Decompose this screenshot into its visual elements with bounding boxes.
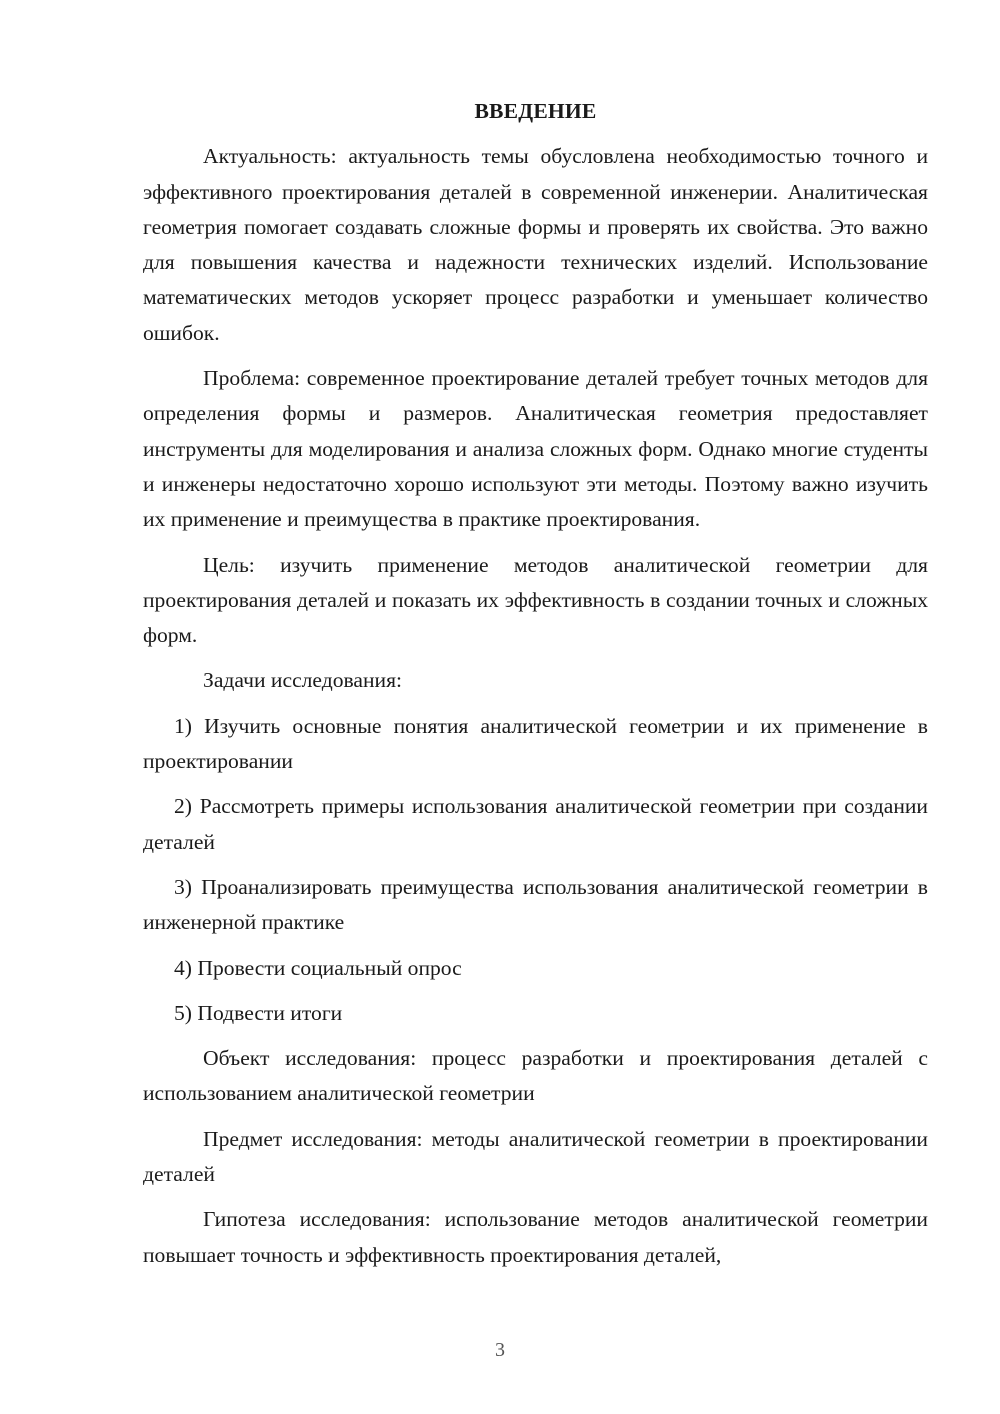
task-list-item-4: 4) Провести социальный опрос (174, 955, 462, 980)
task-list-item-5: 5) Подвести итоги (174, 1000, 343, 1025)
paragraph-subject: Предмет исследования: методы аналитической геометрии в проектировании деталей (143, 1126, 928, 1187)
paragraph-goal: Цель: изучить применение методов аналитической геометрии для проектирования деталей и показать их эффективность в создании точных и сложных форм. (143, 552, 928, 648)
paragraph-problem: Проблема: современное проектирование деталей требует точных методов для определения формы и размеров. Аналитическая геометрия предоставляет инструменты для моделирования и анализа сложных форм. Однако многие студенты и инженеры недостаточно хорошо используют эти методы. Поэтому важно изучить их применение и преимущества в практике проектирования. (143, 366, 928, 532)
task-list-item-2: 2) Рассмотреть примеры использования аналитической геометрии при создании деталей (143, 794, 928, 854)
task-list-item-1: 1) Изучить основные понятия аналитической геометрии и их применение в проектировании (143, 713, 928, 774)
paragraph-hypothesis: Гипотеза исследования: использование методов аналитической геометрии повышает точность и эффективность проектирования деталей, (143, 1207, 928, 1267)
paragraph-tasks-heading: Задачи исследования: (203, 668, 403, 693)
page-number: 3 (495, 1339, 505, 1361)
task-list-item-3: 3) Проанализировать преимущества использования аналитической геометрии в инженерной практике (143, 874, 928, 935)
section-title: ВВЕДЕНИЕ (474, 99, 597, 123)
paragraph-object: Объект исследования: процесс разработки и проектирования деталей с использованием аналитической геометрии (143, 1046, 928, 1106)
paragraph-relevance: Актуальность: актуальность темы обусловлена необходимостью точного и эффективного проектирования деталей в современной инженерии. Аналитическая геометрия помогает создавать сложные формы и проверять их свойства. Это важно для повышения качества и надежности технических изделий. Использование математических методов ускоряет процесс разработки и уменьшает количество ошибок. (143, 144, 928, 345)
